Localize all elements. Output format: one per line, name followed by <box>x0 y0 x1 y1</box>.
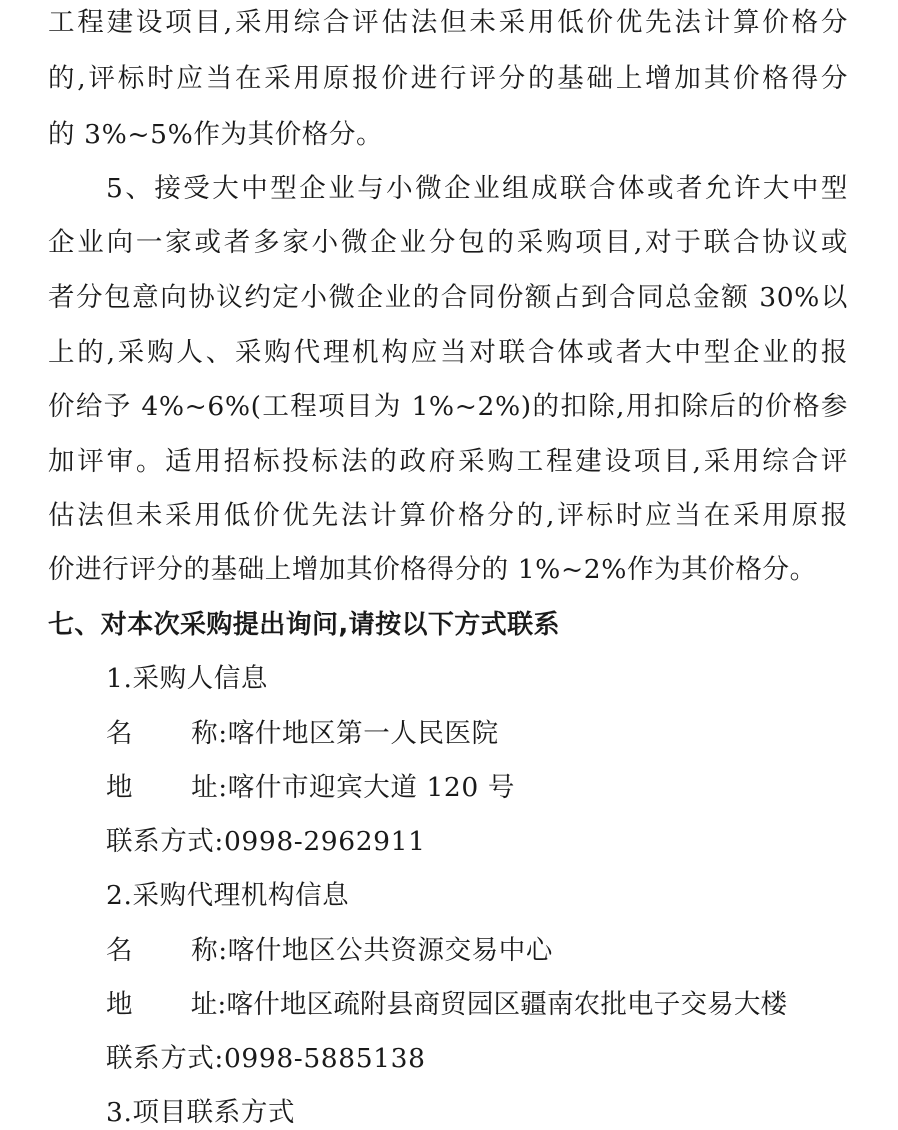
purchaser-contact-row <box>106 825 426 859</box>
purchaser-title: 1.采购人信息 <box>106 663 268 694</box>
paragraph-line: 估法但未采用低价优先法计算价格分的,评标时应当在采用原报 <box>48 500 848 531</box>
project-contact-title: 3.项目联系方式 <box>106 1097 296 1128</box>
name-label-char-2: 称: <box>191 718 228 749</box>
paragraph-line: 加评审。适用招标投标法的政府采购工程建设项目,采用综合评 <box>48 446 848 477</box>
contact-label: 联系方式: <box>106 826 224 857</box>
name-label-char-1: 名 <box>106 935 134 966</box>
agency-name-row <box>106 934 553 968</box>
paragraph-line: 的,评标时应当在采用原报价进行评分的基础上增加其价格得分 <box>48 63 848 94</box>
paragraph-line: 5、接受大中型企业与小微企业组成联合体或者允许大中型 <box>106 173 848 204</box>
address-label-char-1: 地 <box>106 772 134 803</box>
agency-contact-value: 0998-5885138 <box>223 1043 426 1074</box>
name-label-char-1: 名 <box>106 718 134 749</box>
paragraph-line: 上的,采购人、采购代理机构应当对联合体或者大中型企业的报 <box>48 337 848 368</box>
purchaser-address-value: 喀什市迎宾大道 120 号 <box>227 772 515 803</box>
paragraph-line: 价给予 4%~6%(工程项目为 1%~2%)的扣除,用扣除后的价格参 <box>48 391 848 422</box>
paragraph-line: 的 3%~5%作为其价格分。 <box>48 119 384 150</box>
agency-contact-row <box>106 1042 426 1076</box>
paragraph-line: 工程建设项目,采用综合评估法但未采用低价优先法计算价格分 <box>48 7 848 38</box>
agency-address-row <box>106 988 787 1022</box>
name-label-char-2: 称: <box>191 935 228 966</box>
paragraph-line: 者分包意向协议约定小微企业的合同份额占到合同总金额 30%以 <box>48 282 848 313</box>
contact-label: 联系方式: <box>106 1043 224 1074</box>
purchaser-name-row <box>106 717 499 751</box>
paragraph-line: 企业向一家或者多家小微企业分包的采购项目,对于联合协议或 <box>48 227 848 258</box>
agency-address-value: 喀什地区疏附县商贸园区疆南农批电子交易大楼 <box>226 989 788 1020</box>
address-label-char-1: 地 <box>106 989 133 1020</box>
purchaser-address-row <box>106 771 515 805</box>
purchaser-contact-value: 0998-2962911 <box>223 826 426 857</box>
address-label-char-2: 址: <box>191 772 228 803</box>
agency-name-value: 喀什地区公共资源交易中心 <box>227 935 553 966</box>
purchaser-name-value: 喀什地区第一人民医院 <box>227 718 499 749</box>
agency-title: 2.采购代理机构信息 <box>106 880 350 911</box>
address-label-char-2: 址: <box>190 989 227 1020</box>
paragraph-line: 价进行评分的基础上增加其价格得分的 1%~2%作为其价格分。 <box>48 554 817 585</box>
section-heading: 七、对本次采购提出询问,请按以下方式联系 <box>48 610 560 640</box>
